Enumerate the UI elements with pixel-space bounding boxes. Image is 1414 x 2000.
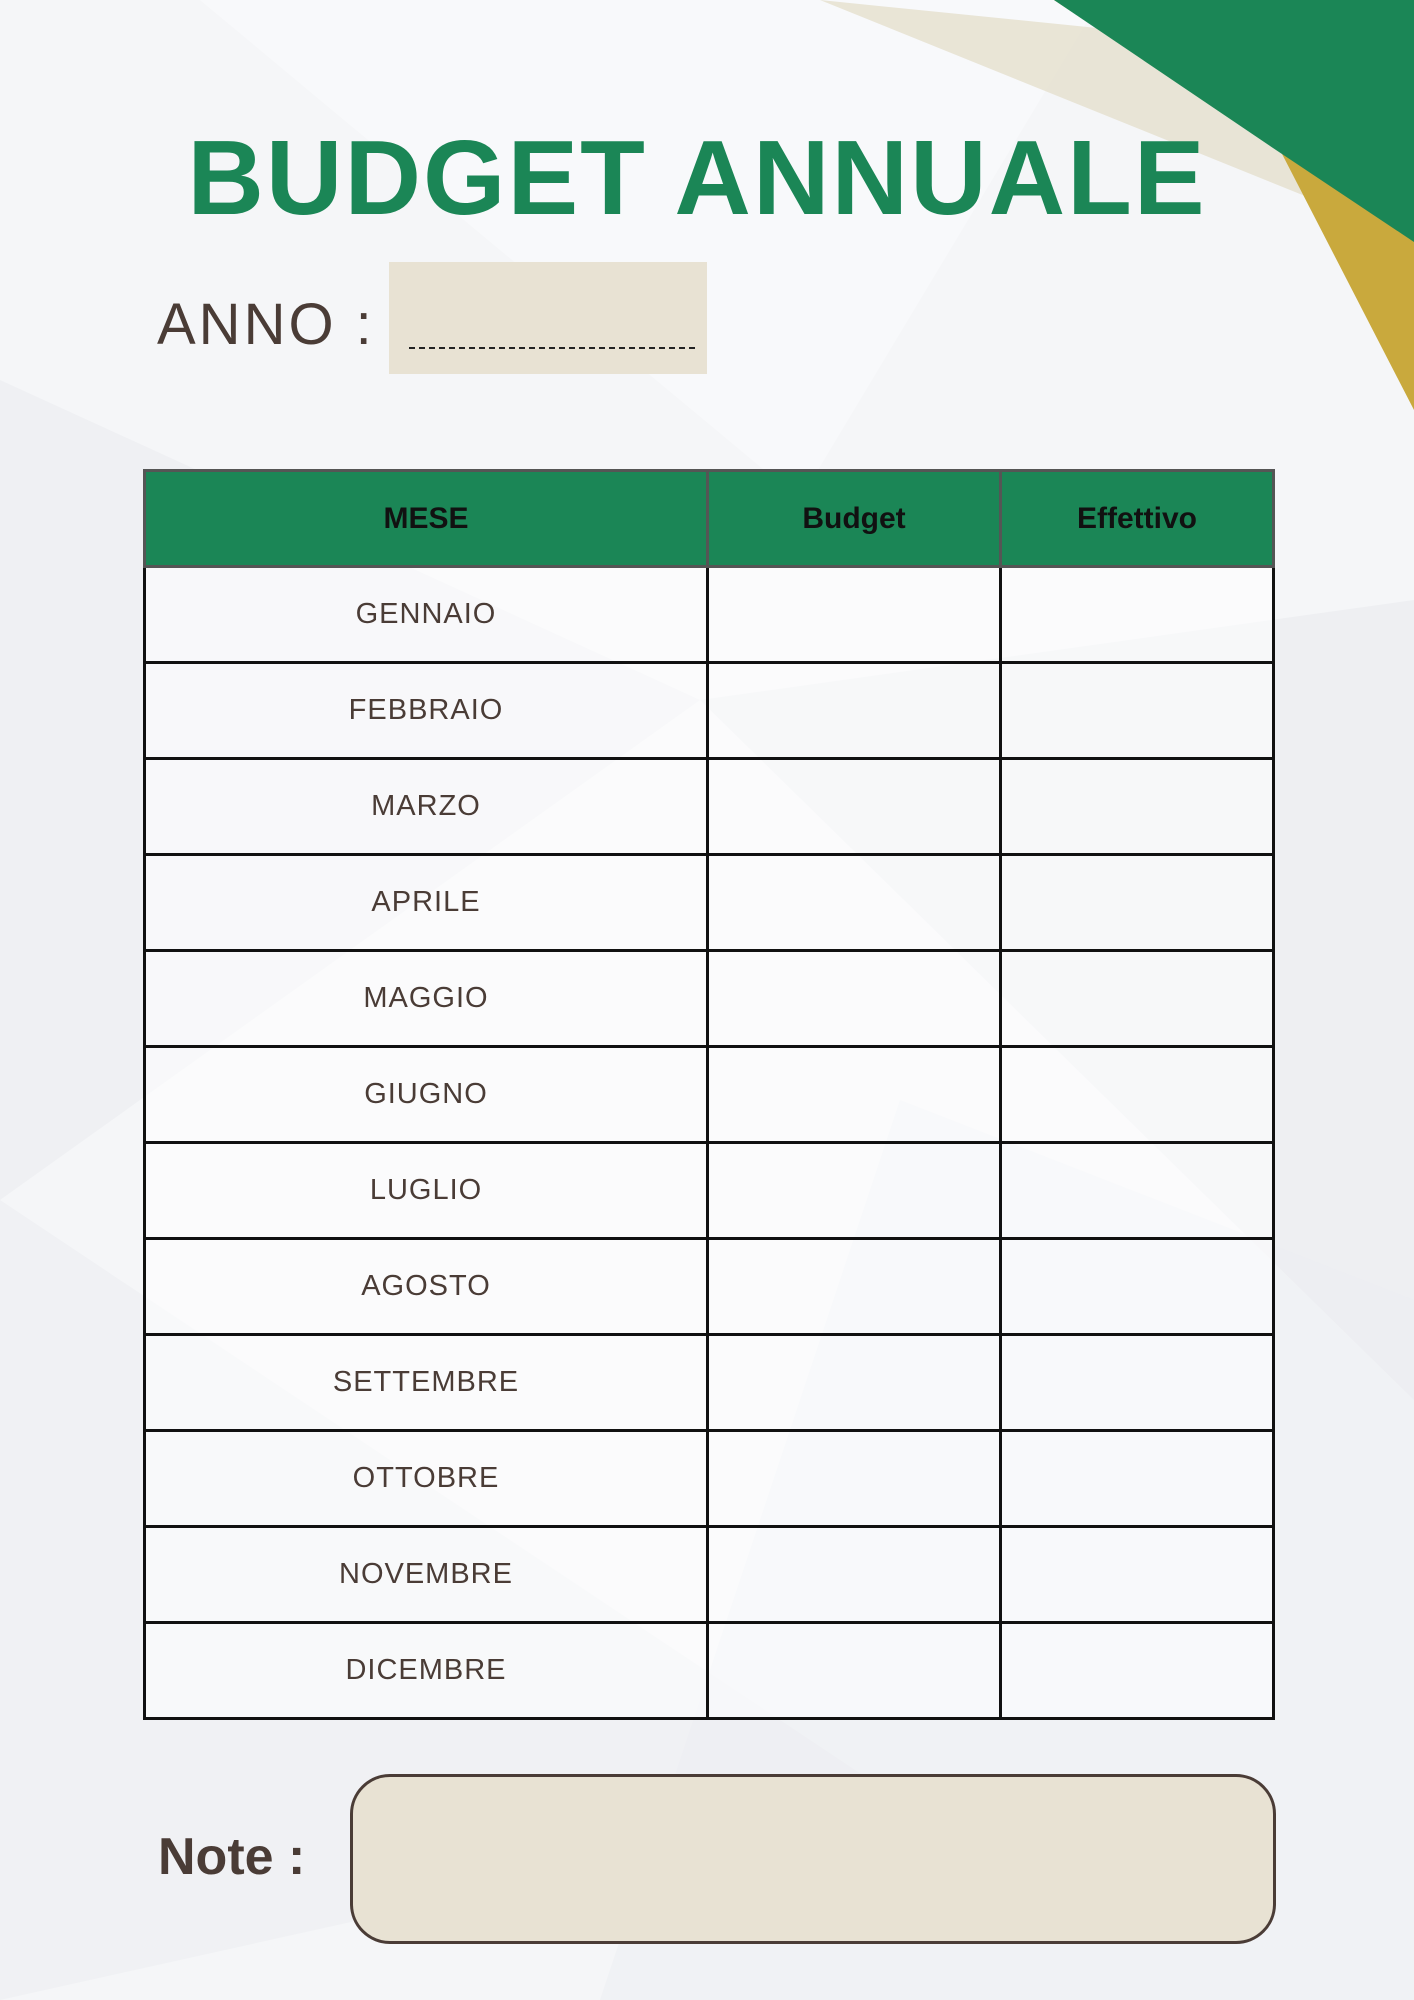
table-row (145, 951, 1274, 1047)
table-row (145, 1143, 1274, 1239)
month-cell: MARZO (145, 759, 708, 855)
month-cell: NOVEMBRE (145, 1527, 708, 1623)
table-row (145, 663, 1274, 759)
month-cell: DICEMBRE (145, 1623, 708, 1719)
actual-cell[interactable] (1001, 951, 1274, 1047)
budget-cell[interactable] (708, 1143, 1001, 1239)
column-header-budget: Budget (708, 471, 1001, 567)
budget-cell[interactable] (708, 855, 1001, 951)
budget-cell[interactable] (708, 1335, 1001, 1431)
budget-cell[interactable] (708, 567, 1001, 663)
month-cell: LUGLIO (145, 1143, 708, 1239)
table-row (145, 1623, 1274, 1719)
notes-label: Note : (158, 1828, 306, 1886)
month-cell: SETTEMBRE (145, 1335, 708, 1431)
table-row (145, 1335, 1274, 1431)
budget-cell[interactable] (708, 1431, 1001, 1527)
table-row (145, 855, 1274, 951)
page-title: BUDGET ANNUALE (187, 119, 1207, 237)
month-cell: MAGGIO (145, 951, 708, 1047)
actual-cell[interactable] (1001, 1335, 1274, 1431)
actual-cell[interactable] (1001, 663, 1274, 759)
actual-cell[interactable] (1001, 1431, 1274, 1527)
year-dashed-line (409, 347, 695, 349)
budget-table (143, 469, 1275, 1720)
actual-cell[interactable] (1001, 567, 1274, 663)
column-header-actual: Effettivo (1001, 471, 1274, 567)
budget-cell[interactable] (708, 663, 1001, 759)
month-cell: AGOSTO (145, 1239, 708, 1335)
column-header-month: MESE (145, 471, 708, 567)
actual-cell[interactable] (1001, 1527, 1274, 1623)
month-cell: OTTOBRE (145, 1431, 708, 1527)
table-row (145, 1431, 1274, 1527)
actual-cell[interactable] (1001, 759, 1274, 855)
budget-cell[interactable] (708, 1047, 1001, 1143)
table-row (145, 1239, 1274, 1335)
budget-cell[interactable] (708, 1623, 1001, 1719)
budget-cell[interactable] (708, 1527, 1001, 1623)
month-cell: APRILE (145, 855, 708, 951)
actual-cell[interactable] (1001, 1047, 1274, 1143)
table-row (145, 567, 1274, 663)
budget-cell[interactable] (708, 1239, 1001, 1335)
actual-cell[interactable] (1001, 855, 1274, 951)
table-row (145, 759, 1274, 855)
actual-cell[interactable] (1001, 1143, 1274, 1239)
table-row (145, 1047, 1274, 1143)
budget-cell[interactable] (708, 951, 1001, 1047)
notes-field[interactable] (350, 1774, 1276, 1944)
table-row (145, 1527, 1274, 1623)
year-input-field[interactable] (389, 262, 707, 374)
month-cell: GIUGNO (145, 1047, 708, 1143)
year-label: ANNO : (157, 292, 375, 357)
table-header-row (145, 471, 1274, 567)
month-cell: FEBBRAIO (145, 663, 708, 759)
budget-cell[interactable] (708, 759, 1001, 855)
month-cell: GENNAIO (145, 567, 708, 663)
actual-cell[interactable] (1001, 1239, 1274, 1335)
actual-cell[interactable] (1001, 1623, 1274, 1719)
